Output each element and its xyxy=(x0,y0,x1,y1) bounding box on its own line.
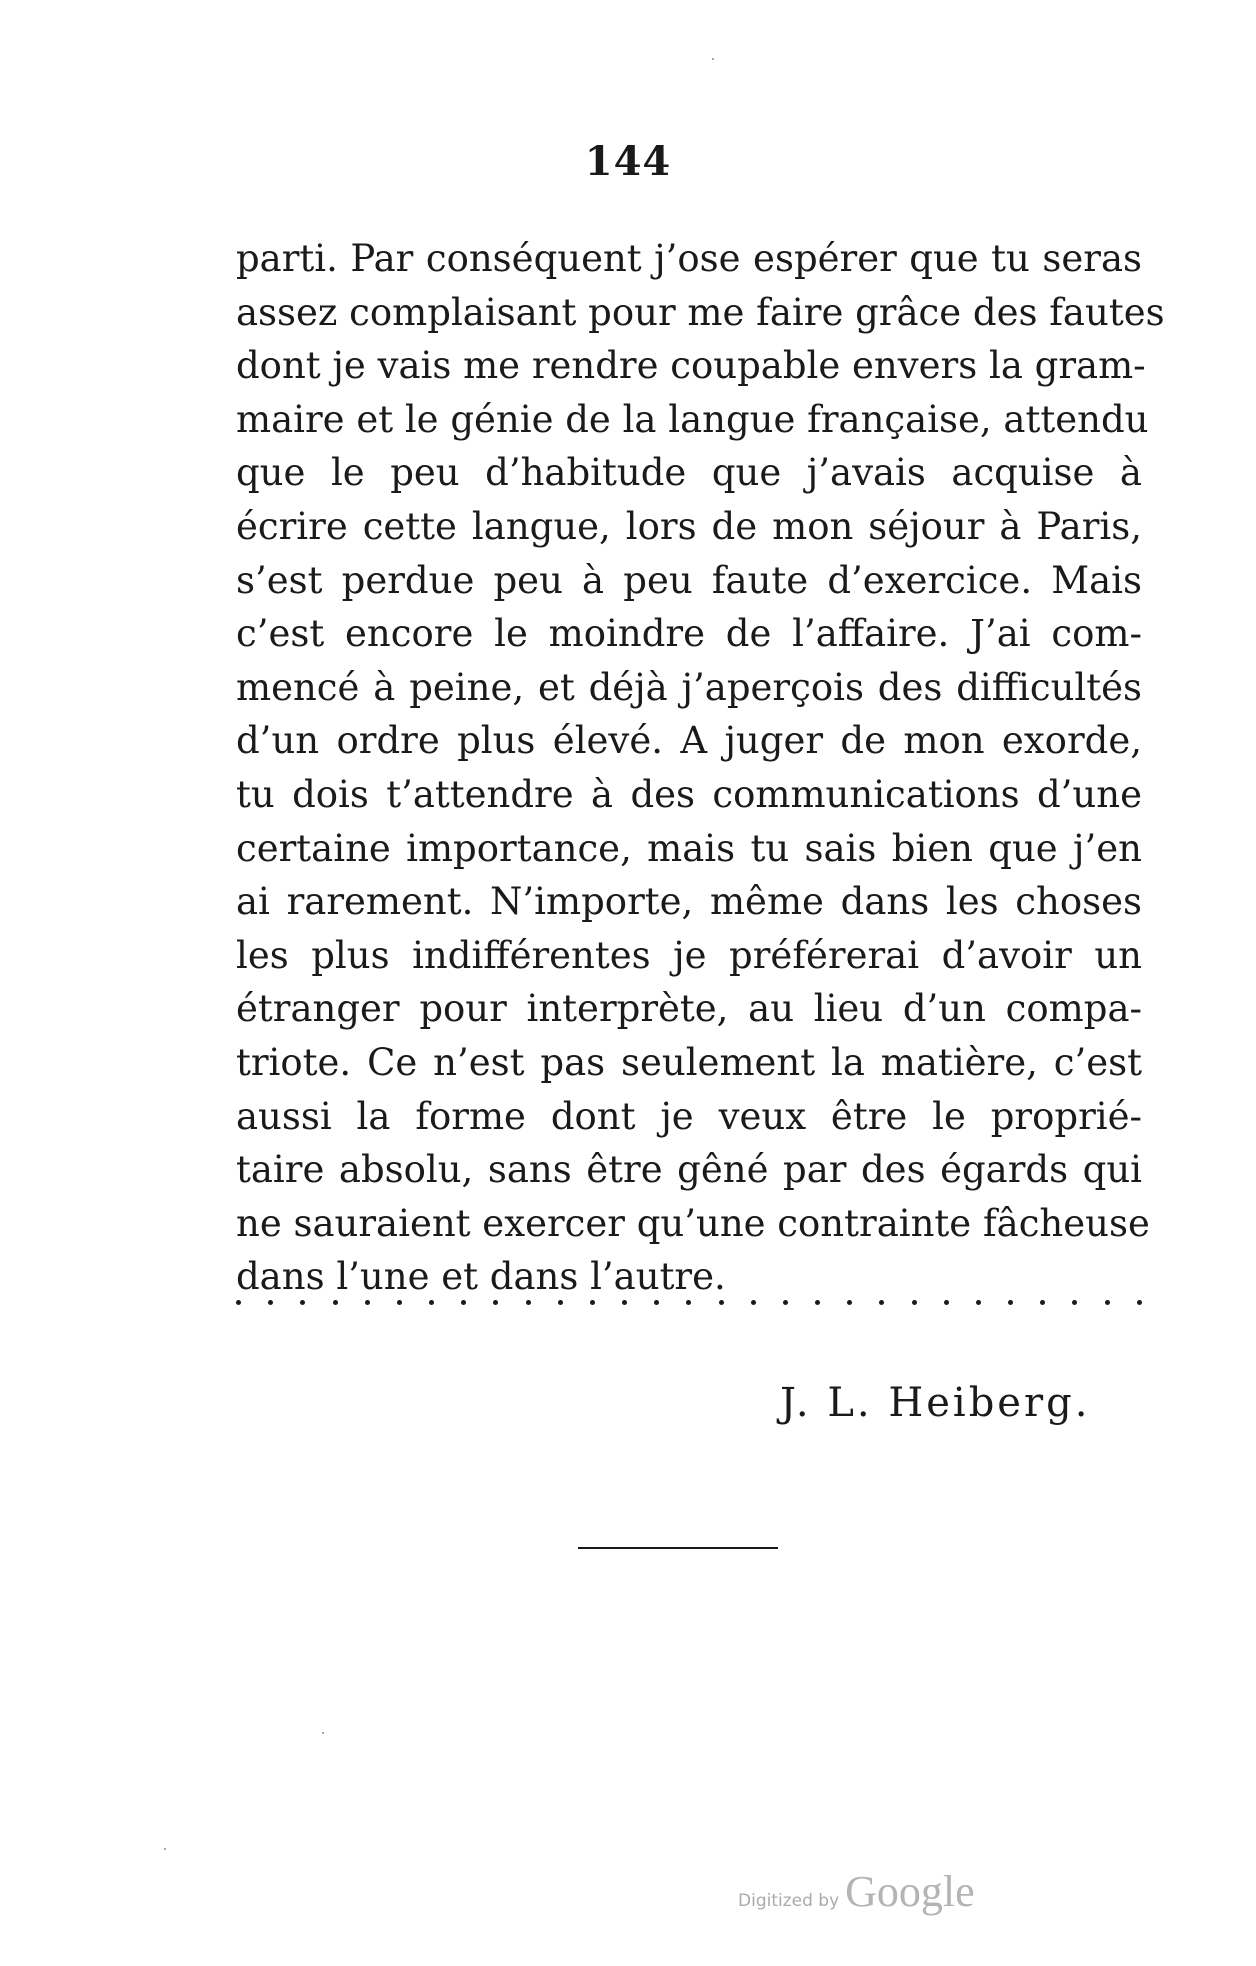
text-line: mencé à peine, et déjà j’aperçois des difficultés xyxy=(236,665,1142,709)
ellipsis-dot xyxy=(719,1300,724,1305)
ellipsis-dot-row xyxy=(236,1300,1142,1305)
ellipsis-dot xyxy=(365,1300,370,1305)
text-line: maire et le génie de la langue française, attendu xyxy=(236,397,1149,441)
text-line: les plus indifférentes je préférerai d’avoir un xyxy=(236,933,1142,977)
ellipsis-dot xyxy=(879,1300,884,1305)
text-line: ne sauraient exercer qu’une contrainte fâcheuse xyxy=(236,1201,1150,1245)
ellipsis-dot xyxy=(912,1300,917,1305)
scan-speck xyxy=(164,1848,166,1850)
text-line: dans l’une et dans l’autre. xyxy=(236,1255,726,1299)
page-number: 144 xyxy=(584,138,672,185)
ellipsis-dot xyxy=(268,1300,273,1305)
ellipsis-dot xyxy=(1105,1300,1110,1305)
digitization-watermark xyxy=(738,1866,975,1917)
ellipsis-dot xyxy=(461,1300,466,1305)
text-line: certaine importance, mais tu sais bien que j’en xyxy=(236,826,1142,870)
ellipsis-dot xyxy=(783,1300,788,1305)
watermark-prefix: Digitized by xyxy=(738,1891,840,1911)
end-rule xyxy=(578,1547,778,1549)
ellipsis-dot xyxy=(493,1300,498,1305)
ellipsis-dot xyxy=(1008,1300,1013,1305)
ellipsis-dot xyxy=(686,1300,691,1305)
ellipsis-dot xyxy=(397,1300,402,1305)
ellipsis-dot xyxy=(590,1300,595,1305)
signature: J. L. Heiberg. xyxy=(780,1380,1091,1426)
ellipsis-dot xyxy=(751,1300,756,1305)
text-line: taire absolu, sans être gêné par des égards qui xyxy=(236,1148,1142,1192)
ellipsis-dot xyxy=(300,1300,305,1305)
text-line: écrire cette langue, lors de mon séjour à Paris, xyxy=(236,504,1142,548)
ellipsis-dot xyxy=(236,1300,241,1305)
google-logo: Google xyxy=(845,1867,975,1916)
text-line: parti. Par conséquent j’ose espérer que tu seras xyxy=(236,237,1142,280)
text-line: que le peu d’habitude que j’avais acquise à xyxy=(236,451,1142,495)
ellipsis-dot xyxy=(815,1300,820,1305)
ellipsis-dot xyxy=(847,1300,852,1305)
ellipsis-dot xyxy=(1072,1300,1077,1305)
ellipsis-dot xyxy=(429,1300,434,1305)
ellipsis-dot xyxy=(333,1300,338,1305)
text-line: aussi la forme dont je veux être le proprié- xyxy=(236,1094,1142,1138)
text-line: tu dois t’attendre à des communications d’une xyxy=(236,772,1142,816)
ellipsis-dot xyxy=(654,1300,659,1305)
ellipsis-dot xyxy=(622,1300,627,1305)
scan-speck xyxy=(322,1732,324,1734)
text-line: s’est perdue peu à peu faute d’exercice. Mais xyxy=(236,558,1142,602)
text-line: ai rarement. N’importe, même dans les choses xyxy=(236,880,1142,924)
ellipsis-dot xyxy=(976,1300,981,1305)
text-line: c’est encore le moindre de l’affaire. J’ai com- xyxy=(236,612,1142,656)
scan-speck xyxy=(712,58,714,60)
text-line: d’un ordre plus élevé. A juger de mon exorde, xyxy=(236,719,1142,763)
text-line: triote. Ce n’est pas seulement la matière, c’est xyxy=(236,1040,1142,1084)
ellipsis-dot xyxy=(526,1300,531,1305)
body-text xyxy=(236,232,1165,1304)
ellipsis-dot xyxy=(1040,1300,1045,1305)
ellipsis-dot xyxy=(1137,1300,1142,1305)
text-line: étranger pour interprète, au lieu d’un compa- xyxy=(236,987,1142,1031)
text-line: assez complaisant pour me faire grâce des fautes xyxy=(236,290,1165,334)
text-line: dont je vais me rendre coupable envers la gram- xyxy=(236,344,1146,388)
ellipsis-dot xyxy=(558,1300,563,1305)
ellipsis-dot xyxy=(944,1300,949,1305)
